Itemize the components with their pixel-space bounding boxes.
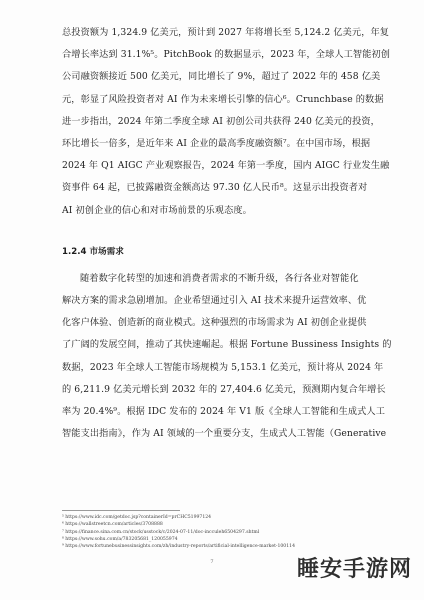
paragraph-market-demand — [62, 268, 392, 446]
text-line: 环比增长一倍多，是近年来 AI 企业的最高季度融资额⁷。在中国市场，根据 — [62, 138, 371, 150]
footnote-link[interactable]: ⁶ https://wallstreetcn.com/articles/3708888 — [62, 522, 163, 528]
footnote-divider — [62, 510, 180, 511]
footnote-link[interactable]: ⁸ https://www.sohu.com/a/783205681_120055974 — [62, 536, 178, 542]
text-line: 元，彰显了风险投资者对 AI 作为未来增长引擎的信心⁶。Crunchbase 的数据 — [62, 93, 384, 105]
text-line: 化客户体验、创造新的商业模式。这种强烈的市场需求为 AI 初创企业提供 — [62, 317, 367, 329]
footnotes — [62, 510, 362, 550]
text-line: 进一步指出，2024 年第二季度全球 AI 初创公司共获得 240 亿美元的投资， — [62, 115, 380, 127]
footnote-link[interactable]: ⁹ https://www.fortunebusinessinsights.com/zh/industry-reports/artificial-intelligence-market-100114 — [62, 544, 295, 550]
text-line: 总投资额为 1,324.9 亿美元，预计到 2027 年将增长至 5,124.2 亿美元，年复 — [62, 27, 390, 38]
page-content — [62, 22, 392, 445]
text-line: 的 6,211.9 亿美元增长到 2032 年的 27,404.6 亿美元，预测期内复合年增长 — [62, 383, 386, 395]
watermark: 睡安手游网 — [296, 557, 412, 582]
footnote-link[interactable]: ⁵ https://www.idc.com/getdoc.jsp?containerId=prCHC51997124 — [62, 515, 212, 520]
text-line: 智能支出指南》，作为 AI 领域的一个重要分支，生成式人工智能（Generative — [62, 428, 387, 440]
text-line: 资事件 64 起，已披露融资金额高达 97.30 亿人民币⁸。这显示出投资者对 — [62, 182, 368, 194]
text-line: 数据，2023 年全球人工智能市场规模为 5,153.1 亿美元，预计将从 2024 年 — [62, 361, 384, 373]
page-number: 7 — [210, 559, 214, 565]
text-line: 率为 20.4%⁹。根据 IDC 发布的 2024 年 V1 版《全球人工智能和生成式人工 — [62, 406, 386, 418]
text-line: 公司融资额接近 500 亿美元，同比增长了 9%，超过了 2022 年的 458 亿美 — [62, 71, 381, 83]
footnote-link[interactable]: ⁷ https://finance.sina.com.cn/stock/usstock/c/2024-07-11/doc-incculeh6504297.shtml — [62, 529, 260, 535]
text-line: 解决方案的需求急剧增加。企业希望通过引入 AI 技术来提升运营效率、优 — [62, 295, 367, 307]
section-heading: 1.2.4 市场需求 — [62, 246, 124, 257]
text-line: 了广阔的发展空间，推动了其快速崛起。根据 Fortune Bussiness Insights 的 — [62, 339, 392, 351]
text-line: 随着数字化转型的加速和消费者需求的不断升级，各行各业对智能化 — [80, 272, 359, 284]
paragraph-investment — [62, 22, 391, 222]
text-line: 2024 年 Q1 AIGC 产业观察报告，2024 年第一季度，国内 AIGC 行业发生融 — [62, 160, 390, 172]
text-line: 合增长率达到 31.1%⁵。PitchBook 的数据显示，2023 年，全球人工智能初创 — [62, 49, 391, 61]
text-line: AI 初创企业的信心和对市场前景的乐观态度。 — [62, 204, 252, 216]
